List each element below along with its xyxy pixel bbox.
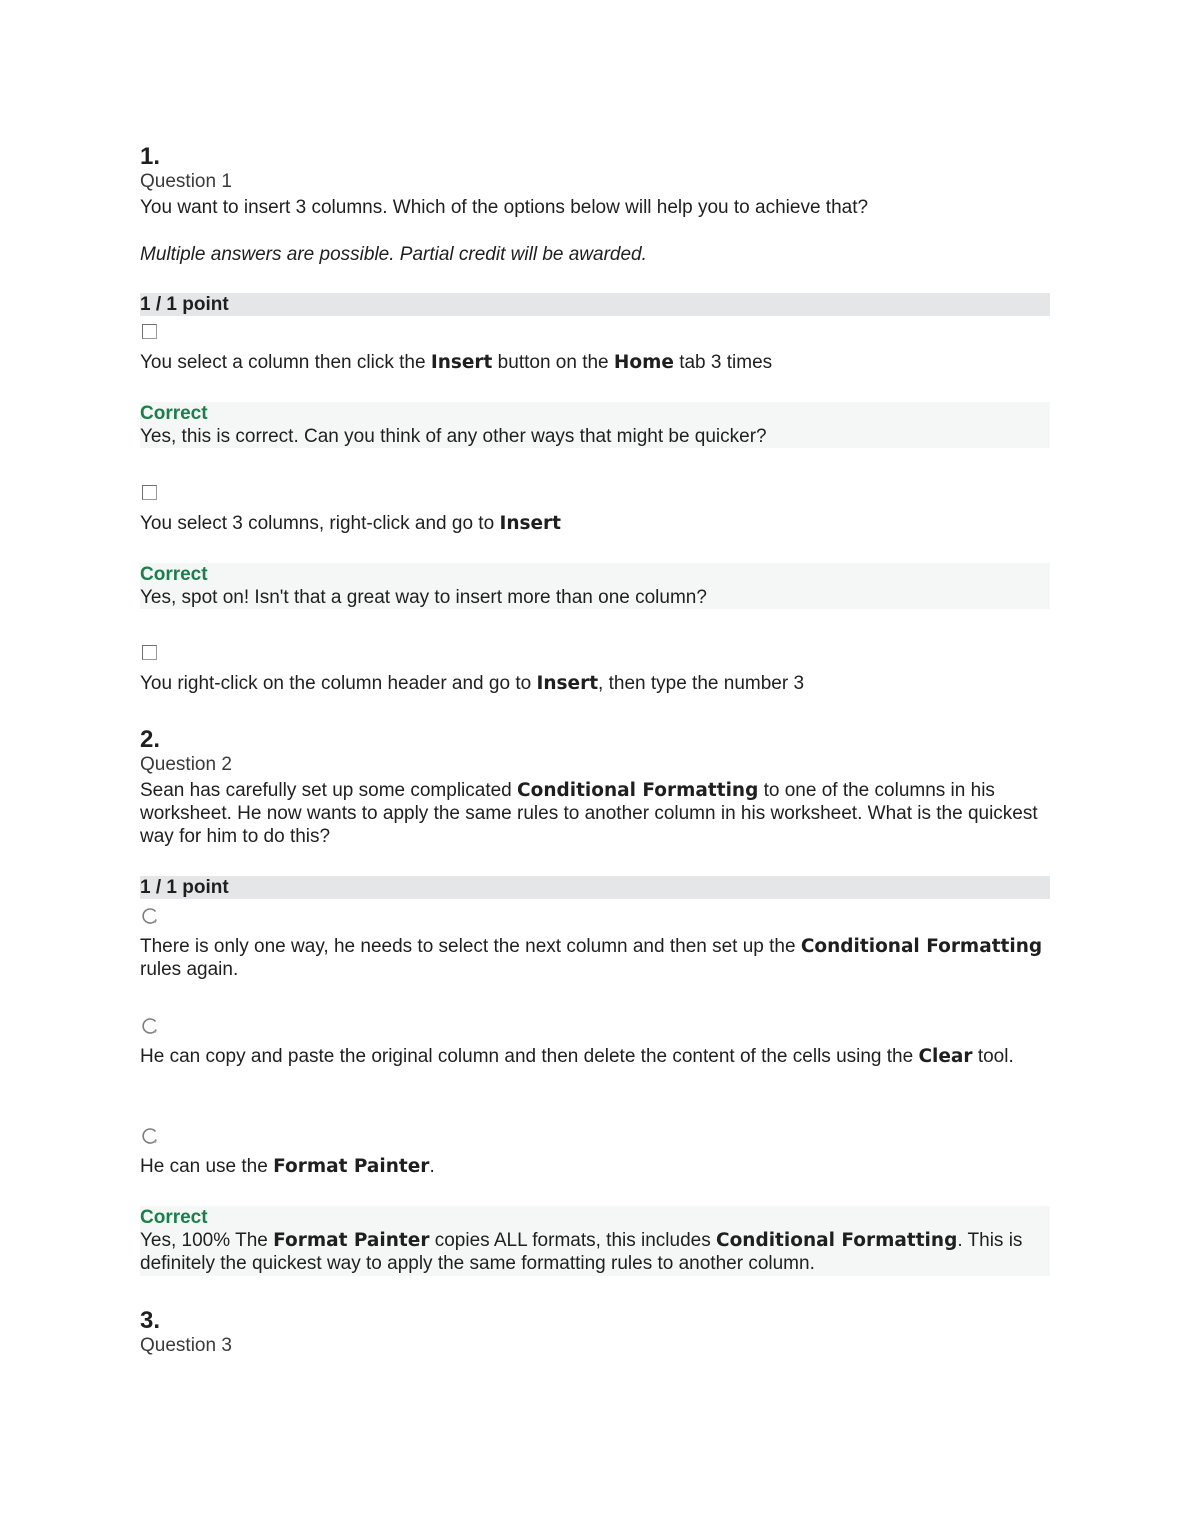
feedback-box: [140, 563, 1050, 609]
question-number: 2.: [140, 726, 161, 753]
option-text: [140, 935, 1050, 981]
option-text-part: He can use the: [140, 1156, 274, 1177]
feedback-text-part: Yes, 100% The: [140, 1230, 274, 1251]
option-checkbox[interactable]: [142, 485, 157, 500]
feedback-text-part: copies ALL formats, this includes: [429, 1230, 717, 1251]
option-text-bold: Home: [613, 352, 674, 373]
feedback-box: [140, 1206, 1050, 1276]
option-text: [140, 672, 804, 695]
question-number: 1.: [140, 143, 161, 170]
score-bar: 1 / 1 point: [140, 293, 1050, 316]
feedback-text-bold: Conditional Formatting: [716, 1230, 958, 1251]
option-text-part: rules again.: [140, 959, 239, 980]
option-text-bold: Format Painter: [273, 1156, 430, 1177]
question-instruction: Multiple answers are possible. Partial credit will be awarded.: [140, 244, 647, 265]
score-bar: 1 / 1 point: [140, 876, 1050, 899]
option-radio[interactable]: [141, 1017, 159, 1035]
feedback-label: Correct: [140, 403, 208, 424]
option-text: [140, 512, 561, 535]
question-prompt: [140, 779, 1050, 848]
prompt-bold: Conditional Formatting: [517, 780, 759, 801]
option-text: [140, 351, 772, 374]
feedback-label: Correct: [140, 564, 208, 585]
option-text-part: tool.: [972, 1046, 1014, 1067]
option-text-part: There is only one way, he needs to select the next column and then set up the: [140, 936, 801, 957]
question-title: Question 2: [140, 754, 232, 775]
feedback-text: Yes, this is correct. Can you think of any other ways that might be quicker?: [140, 426, 767, 447]
feedback-text-bold: Format Painter: [273, 1230, 430, 1251]
option-text-part: tab 3 times: [673, 352, 773, 373]
option-radio[interactable]: [141, 907, 159, 925]
feedback-text-part: . This is definitely the quickest way to apply the same formatting rules to another column.: [140, 1230, 1023, 1274]
option-text-part: You select a column then click the: [140, 352, 431, 373]
question-prompt: You want to insert 3 columns. Which of the options below will help you to achieve that?: [140, 197, 869, 218]
option-text-part: .: [429, 1156, 435, 1177]
question-number: 3.: [140, 1307, 161, 1334]
option-checkbox[interactable]: [142, 645, 157, 660]
option-text-part: button on the: [492, 352, 614, 373]
option-text-part: He can copy and paste the original column and then delete the content of the cells using the: [140, 1046, 919, 1067]
option-text-bold: Insert: [536, 673, 599, 694]
prompt-part: Sean has carefully set up some complicated: [140, 780, 518, 801]
option-text-bold: Conditional Formatting: [800, 936, 1043, 957]
feedback-text: [140, 1229, 1050, 1275]
prompt-part: to one of the columns in his worksheet. He now wants to apply the same rules to another column in his worksheet. What is the quickest way for him to do this?: [140, 780, 1038, 847]
option-text: [140, 1155, 435, 1178]
option-text-part: You select 3 columns, right-click and go to: [140, 513, 500, 534]
option-text-part: You right-click on the column header and go to: [140, 673, 537, 694]
feedback-text: Yes, spot on! Isn't that a great way to insert more than one column?: [140, 587, 707, 608]
question-title: Question 3: [140, 1335, 232, 1356]
option-text-part: , then type the number 3: [598, 673, 805, 694]
feedback-box: [140, 402, 1050, 448]
option-checkbox[interactable]: [142, 324, 157, 339]
option-text-bold: Clear: [918, 1046, 973, 1067]
feedback-label: Correct: [140, 1207, 208, 1228]
option-text-bold: Insert: [499, 513, 562, 534]
question-title: Question 1: [140, 171, 232, 192]
option-text-bold: Insert: [430, 352, 493, 373]
option-text: [140, 1045, 1050, 1068]
option-radio[interactable]: [141, 1127, 159, 1145]
